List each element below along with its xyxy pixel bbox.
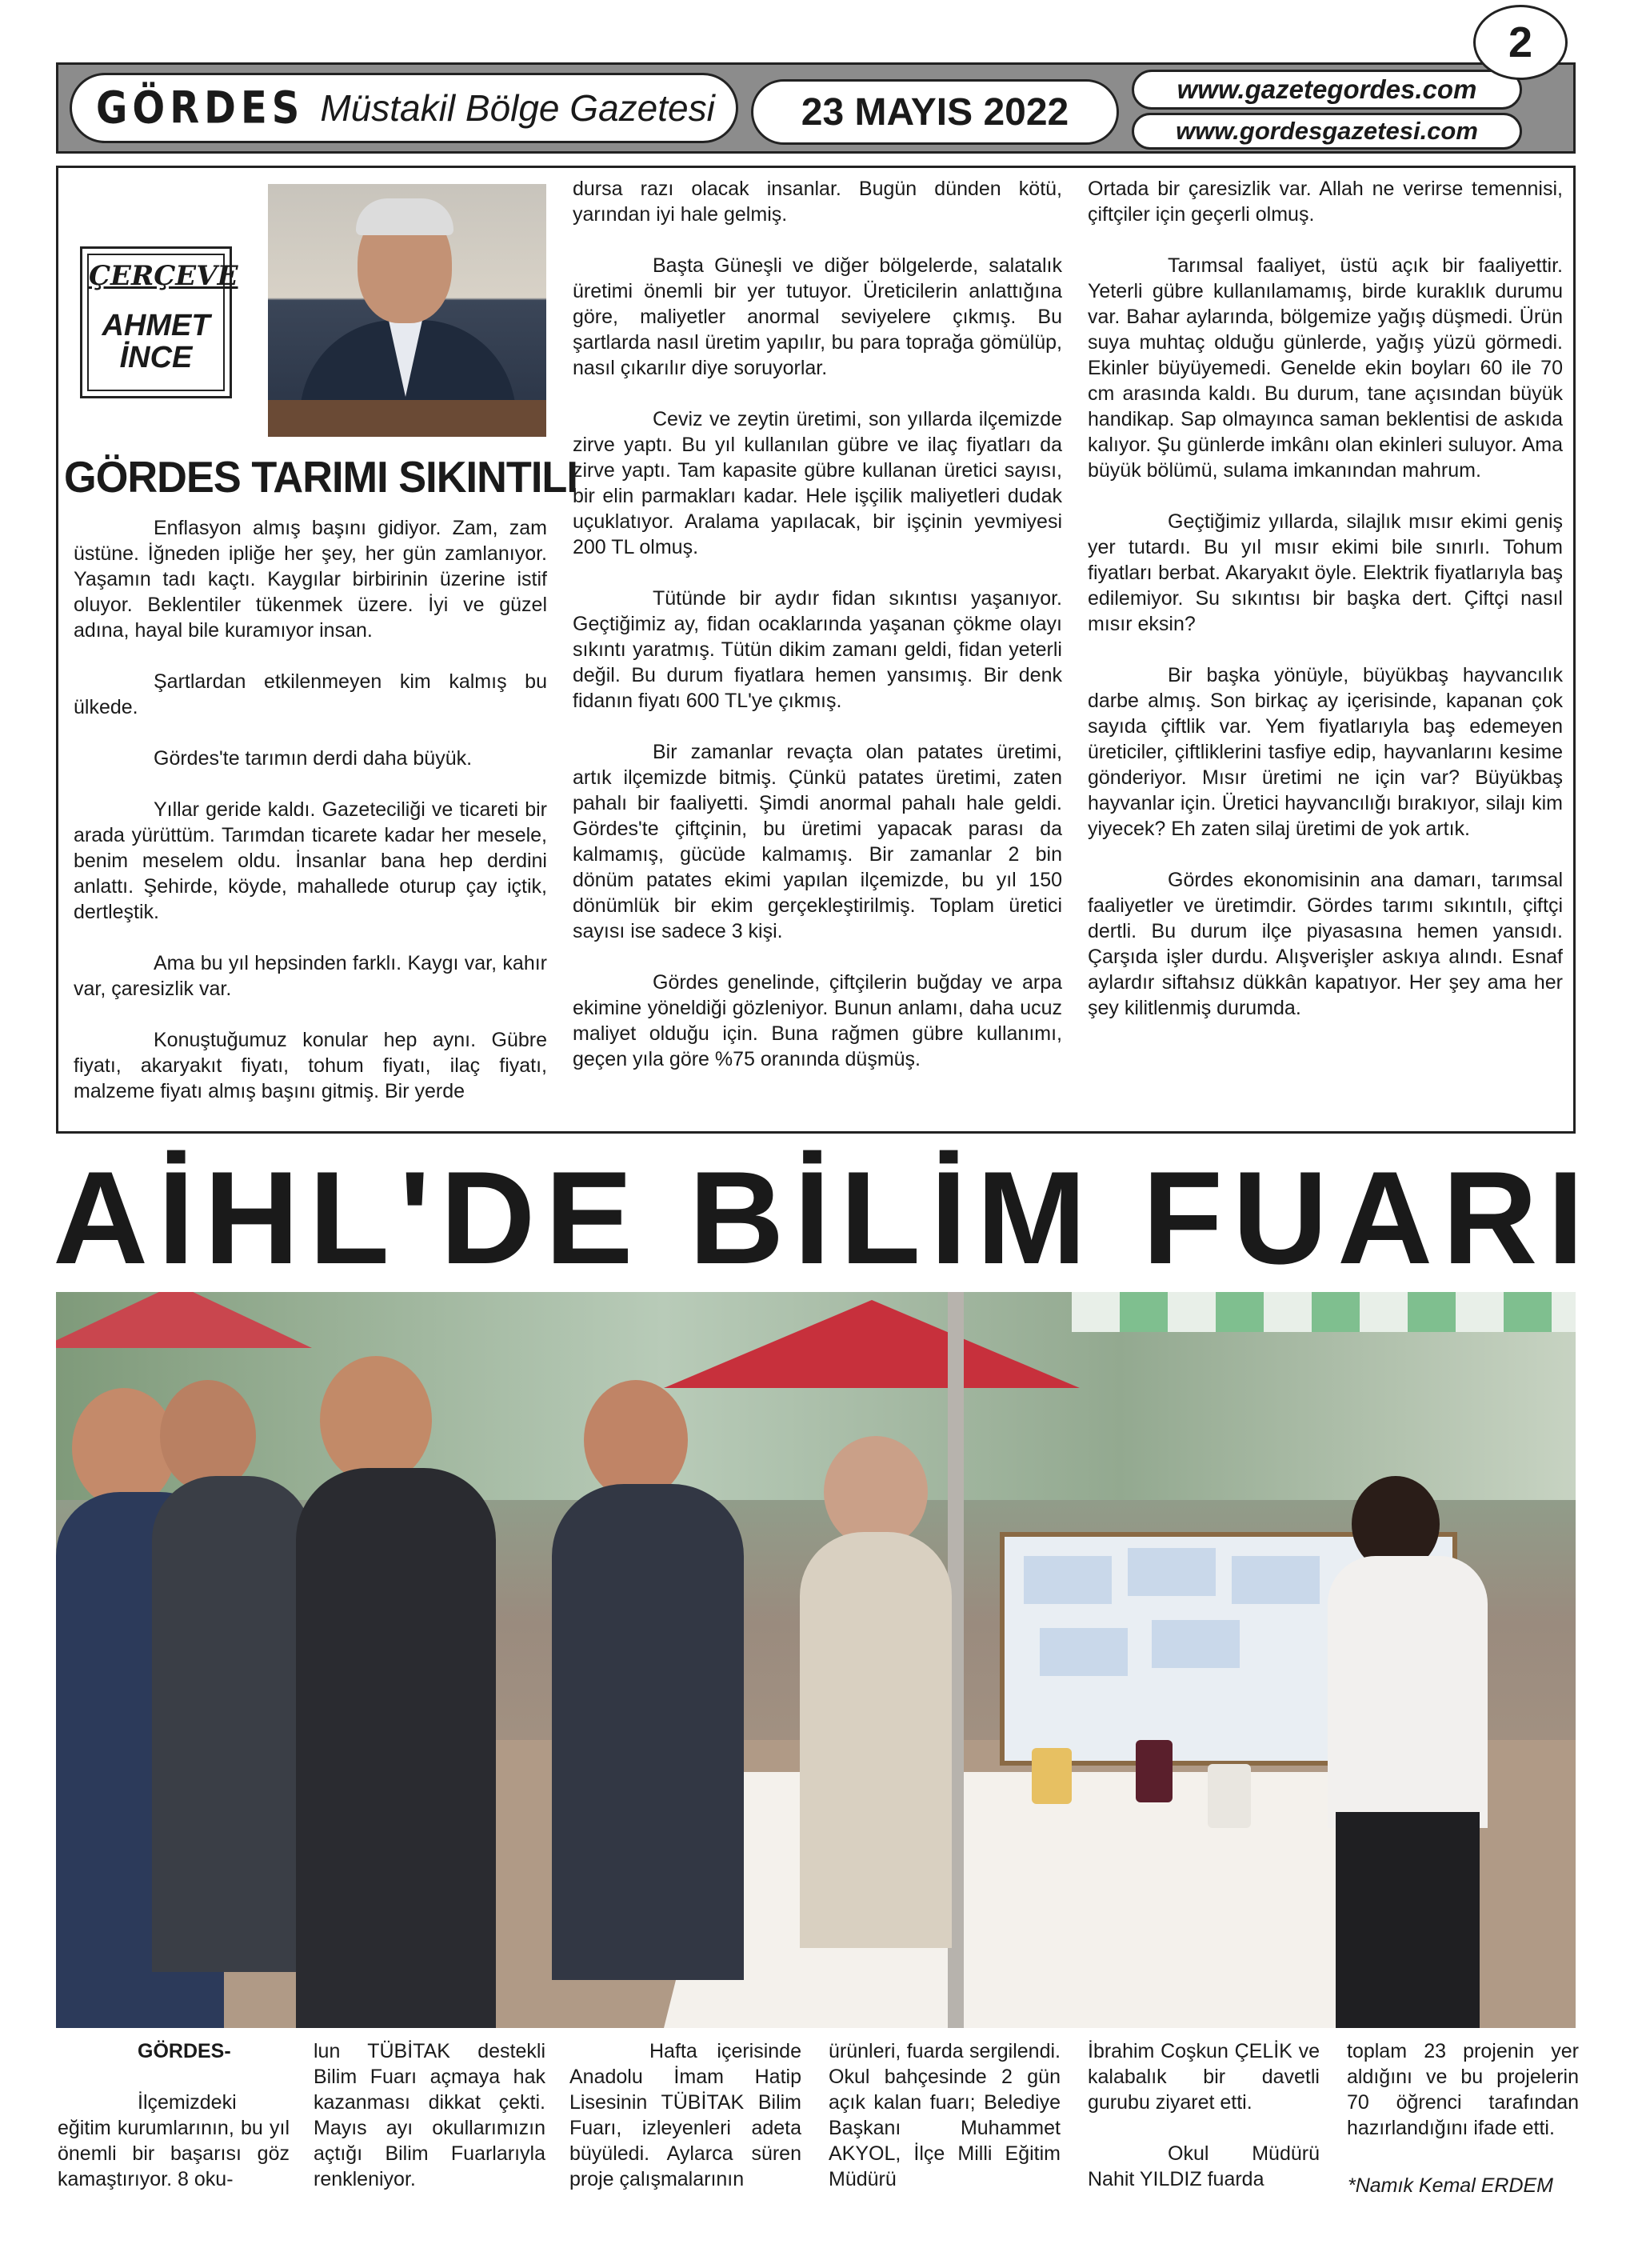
- masthead: [56, 62, 1576, 154]
- paragraph: Bir başka yönüyle, büyükbaş hayvancılık darbe almış. Son birkaç ay içerisinde, kapanan çok sayıda çiftlik var. Yem fiyatlarıyla baş edemeyen üreticiler, çiftliklerini tasfiye edip, hayvanlarını kesime gönderiyor. Mısır üretimi ne için var? Büyükbaş hayvanlar için. Üretici hayvancılığı bırakıyor, silajı kim yiyecek? Eh zaten silaj üretimi de yok artık.: [1088, 664, 1563, 840]
- paragraph: Geçtiğimiz yıllarda, silajlık mısır ekimi geniş yer tutardı. Bu yıl mısır ekimi bile sınırlı. Tohum fiyatları berbat. Akaryakıt öyle. Elektrik fiyatlarıyla baş edilemiyor. Su sıkıntısı bir başka dert. Çiftçi nasıl mısır eksin?: [1088, 510, 1563, 635]
- paragraph: Tütünde bir aydır fidan sıkıntısı yaşanıyor. Geçtiğimiz ay, fidan ocaklarında yaşanan çökme olayı sıkıntı yaratmış. Tütün dikim zamanı geldi, fidan yeterli değil. Bu durum fiyatlara hemen yansımış. Bir denk fidanın fiyatı 600 TL'ye çıkmış.: [573, 587, 1062, 712]
- paragraph: Ortada bir çaresizlik var. Allah ne verirse temennisi, çiftçiler için geçerli olmuş.: [1088, 178, 1563, 226]
- paragraph: dursa razı olacak insanlar. Bugün dünden kötü, yarından iyi hale gelmiş.: [573, 178, 1062, 226]
- paragraph: İbrahim Coşkun ÇELİK ve kalabalık bir davetli gurubu ziyaret etti.: [1088, 2040, 1320, 2114]
- paragraph: Okul Müdürü Nahit YILDIZ fuarda: [1088, 2142, 1320, 2190]
- newspaper-name: [70, 73, 738, 143]
- website-link-2[interactable]: www.gordesgazetesi.com: [1132, 113, 1522, 150]
- paragraph: Başta Güneşli ve diğer bölgelerde, salatalık üretimi önemli bir yer tutuyor. Üreticilerin anlattığına göre, maliyetler anormal seviyelere çıkmış. Bu şartlarda nasıl üretim yapılır, bu para toprağa gömülüp, nasıl çıkarılır diye soruyorlar.: [573, 254, 1062, 379]
- paragraph: toplam 23 projenin yer aldığını ve bu projelerin 70 öğrenci tarafından hazırlandığını ifade etti.: [1347, 2040, 1579, 2139]
- paragraph: ürünleri, fuarda sergilendi. Okul bahçesinde 2 gün açık kalan fuarı; Belediye Başkanı Muhammet AKYOL, İlçe Milli Eğitim Müdürü: [829, 2040, 1061, 2190]
- paragraph: Şartlardan etkilenmeyen kim kalmış bu ülkede.: [74, 670, 547, 718]
- author-name-last: İNCE: [119, 341, 193, 374]
- paragraph: Bir zamanlar revaçta olan patates üretimi, artık ilçemizde bitmiş. Çünkü patates üretimi, zaten pahalı bir faaliyetti. Şimdi anormal pahalı hale geldi. Gördes'te çiftçinin, bu üretimi yapacak parası da kalmamış, gücüde kalmamış. Bir zamanlar 2 bin dönüm patates ekimi yapılan ilçemizde, bu yıl 150 dönümlük bir ekim gerçekleştirilmiş. Toplam üretici sayısı ise sadece 3 kişi.: [573, 741, 1062, 942]
- author-photo: [268, 184, 546, 437]
- column-label: ÇERÇEVE: [89, 260, 238, 292]
- paragraph: Gördes'te tarımın derdi daha büyük.: [154, 747, 473, 770]
- news-text-col1: [58, 2038, 290, 2192]
- paragraph: Gördes genelinde, çiftçilerin buğday ve arpa ekimine yöneldiği gözleniyor. Bunun anlamı, daha ucuz maliyet olduğu için. Buna rağmen gübre kullanımı, geçen yıla göre %75 oranında düşmüş.: [573, 971, 1062, 1070]
- page-number: 2: [1473, 5, 1568, 80]
- brand-name: GÖRDES: [96, 82, 305, 134]
- paragraph: İlçemizdeki eğitim kurumlarının, bu yıl önemli bir başarısı göz kamaştırıyor. 8 oku-: [58, 2091, 290, 2190]
- paragraph: Hafta içerisinde Anadolu İmam Hatip Lisesinin TÜBİTAK Bilim Fuarı, izleyenleri adeta büyüledi. Aylarca süren proje çalışmalarının: [569, 2040, 801, 2190]
- paragraph: Ceviz ve zeytin üretimi, son yıllarda ilçemizde zirve yaptı. Bu yıl kullanılan gübre ve ilaç fiyatları da zirve yaptı. Tam kapasite gübre kullanan üretici sayısı, bir elin parmakları kadar. Hele işçilik maliyetleri dudak uçuklatıyor. Aralama yapılacak, bir işçinin yevmiyesi 200 TL olmuş.: [573, 408, 1062, 558]
- paragraph: lun TÜBİTAK destekli Bilim Fuarı açmaya hak kazanması dikkat çekti. Mayıs ayı okullarımızın açtığı Bilim Fuarlarıyla renkleniyor.: [314, 2040, 545, 2190]
- paragraph: Konuştuğumuz konular hep aynı. Gübre fiyatı, akaryakıt fiyatı, tohum fiyatı, ilaç fiyatı, malzeme fiyatı almış başını gitmiş. Bir yerde: [74, 1029, 547, 1102]
- news-headline: AİHL'DE BİLİM FUARI: [53, 1144, 1594, 1291]
- news-dateline: GÖRDES-: [138, 2040, 231, 2062]
- issue-date: 23 MAYIS 2022: [751, 79, 1119, 145]
- column-text-col2: [573, 176, 1062, 1098]
- news-text-col3: [569, 2038, 801, 2192]
- paragraph: Yıllar geride kaldı. Gazeteciliği ve ticareti bir arada yürüttüm. Tarımdan ticarete kadar her mesele, benim meselem oldu. İnsanlar bana hep derdini anlattı. Şehirde, köyde, mahallede oturup çay içtik, dertleştik.: [74, 798, 547, 923]
- paragraph: Enflasyon almış başını gidiyor. Zam, zam üstüne. İğneden ipliğe her şey, her gün zamlanıyor. Yaşamın tadı kaçtı. Kaygılar birbirinin üzerine istif oluyor. Beklentiler tükenmek üzere. İyi ve güzel adına, hayal bile kuramıyor insan.: [74, 517, 547, 642]
- science-fair-photo: [56, 1292, 1576, 2028]
- column-logo: [80, 246, 238, 398]
- website-link-1[interactable]: www.gazetegordes.com: [1132, 70, 1522, 110]
- column-text-col1: [74, 515, 547, 1130]
- author-name-first: AHMET: [102, 309, 210, 342]
- paragraph: Tarımsal faaliyet, üstü açık bir faaliyettir. Yeterli gübre kullanılamamış, birde kuraklık durumu var. Bahar aylarında, bölgemize yağış düşmedi. Ürün suya muhtaç olduğu günlerde, yağış yüzü görmedi. Ekinler büyüyemedi. Genelde ekin boyları 60 ile 70 cm arasında kaldı. Bu durum, tane açısından büyük handikap. Sap olmayınca saman beklentisi de askıda kalıyor. Şu günlerde imkânı olan ekinleri suluyor. Ama büyük bölümü, sulama imkanından mahrum.: [1088, 254, 1563, 482]
- paragraph: Ama bu yıl hepsinden farklı. Kaygı var, kahır var, çaresizlik var.: [74, 952, 547, 1000]
- news-text-col2: [314, 2038, 545, 2192]
- news-author-credit: *Namık Kemal ERDEM: [1348, 2174, 1553, 2197]
- column-headline: GÖRDES TARIMI SIKINTILI: [64, 452, 577, 502]
- newspaper-subtitle: Müstakil Bölge Gazetesi: [320, 87, 715, 129]
- news-text-col4: [829, 2038, 1061, 2192]
- paragraph: Gördes ekonomisinin ana damarı, tarımsal faaliyetler ve üretimdir. Gördes tarımı sıkıntılı, çiftçi dertli. Bu durum ilçe piyasasına hemen yansıdı. Çarşıda işler durdu. Alışverişler askıya alındı. Esnaf aylardır siftahsız dükkân kapatıyor. Her şey ama her şey kilitlenmiş durumda.: [1088, 869, 1563, 1019]
- news-text-col5: [1088, 2038, 1320, 2192]
- news-text-col6: [1347, 2038, 1579, 2141]
- column-text-col3: [1088, 176, 1563, 1021]
